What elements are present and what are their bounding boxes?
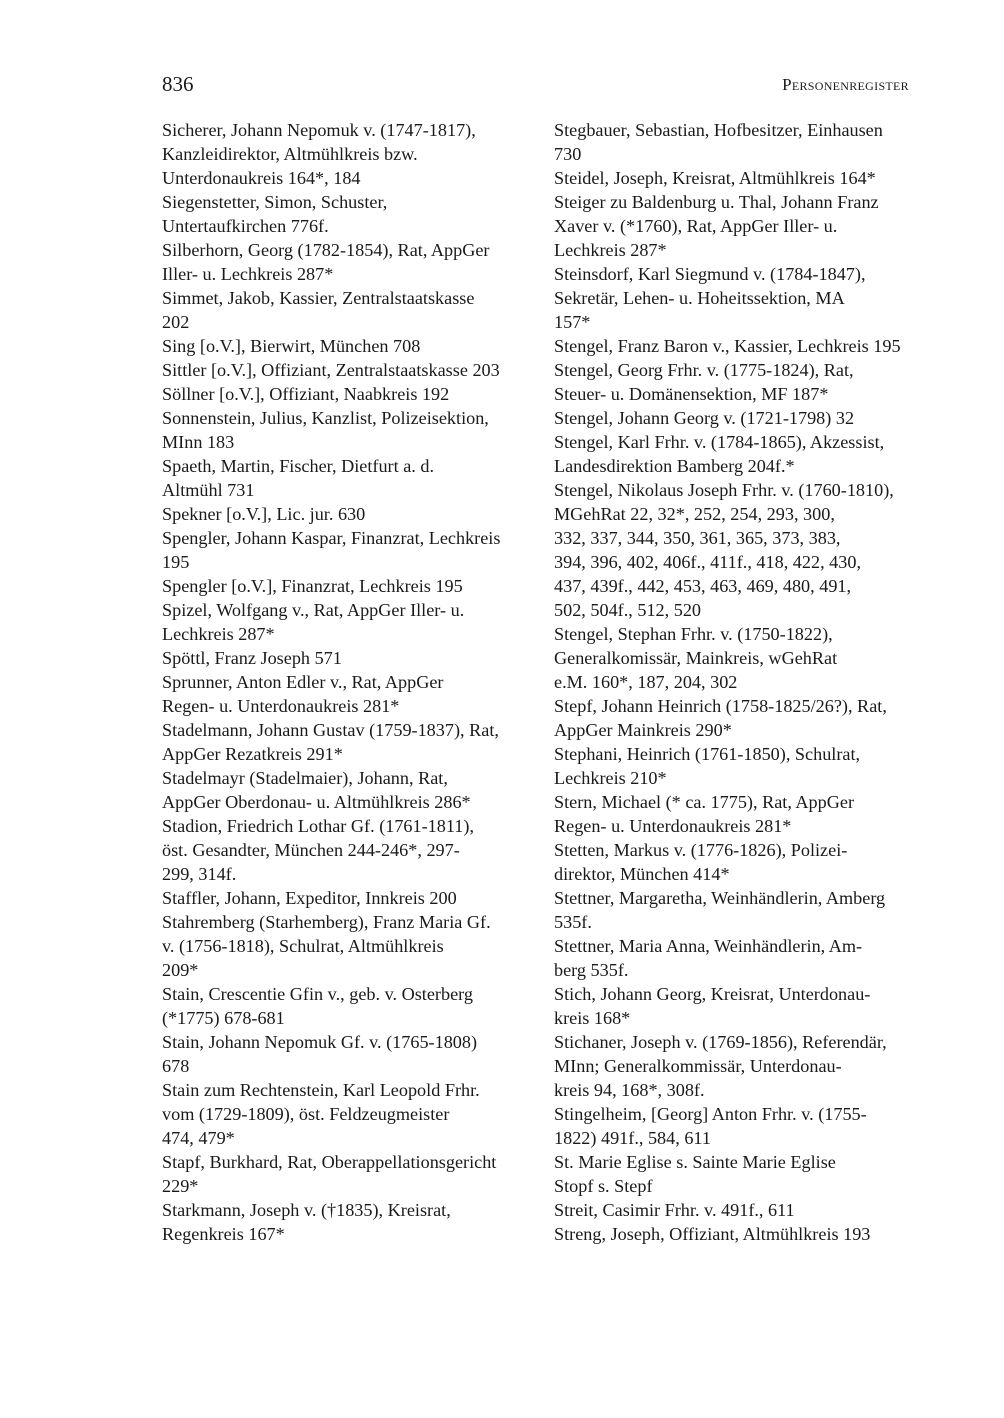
- index-entry: [554, 982, 929, 1030]
- index-entry-continuation: Regen- u. Unterdonaukreis 281*: [162, 696, 400, 716]
- index-entry-continuation: (*1775) 678-681: [162, 1008, 285, 1028]
- index-entry-continuation: 299, 314f.: [162, 864, 237, 884]
- page-number: 836: [162, 72, 194, 96]
- index-entry: [554, 1150, 929, 1174]
- index-entry-line: Spöttl, Franz Joseph 571: [162, 648, 342, 668]
- index-entry-line: Stengel, Georg Frhr. v. (1775-1824), Rat,: [554, 360, 854, 380]
- index-entry-continuation: Landesdirektion Bamberg 204f.*: [554, 456, 795, 476]
- index-entry-line: Stain, Crescentie Gfin v., geb. v. Osterberg: [162, 984, 473, 1004]
- index-entry: [162, 1030, 537, 1078]
- index-entry-continuation: Xaver v. (*1760), Rat, AppGer Iller- u.: [554, 216, 838, 236]
- index-entry-continuation: MGehRat 22, 32*, 252, 254, 293, 300,: [554, 504, 835, 524]
- index-entry: [162, 454, 537, 502]
- index-entry-continuation: 437, 439f., 442, 453, 463, 469, 480, 491,: [554, 576, 852, 596]
- index-entry-line: St. Marie Eglise s. Sainte Marie Eglise: [554, 1152, 836, 1172]
- index-entry-continuation: 394, 396, 402, 406f., 411f., 418, 422, 430,: [554, 552, 861, 572]
- index-entry: [162, 238, 537, 286]
- index-entry: [162, 982, 537, 1030]
- index-entry-continuation: Regenkreis 167*: [162, 1224, 285, 1244]
- index-entry-line: Silberhorn, Georg (1782-1854), Rat, AppGer: [162, 240, 490, 260]
- index-entry-continuation: 229*: [162, 1176, 199, 1196]
- index-entry-line: Steiger zu Baldenburg u. Thal, Johann Franz: [554, 192, 879, 212]
- index-entry-line: Stain zum Rechtenstein, Karl Leopold Frhr.: [162, 1080, 480, 1100]
- index-entry: [554, 790, 929, 838]
- index-entry-line: Spengler, Johann Kaspar, Finanzrat, Lechkreis: [162, 528, 501, 548]
- index-entry: [162, 502, 537, 526]
- index-entry-continuation: v. (1756-1818), Schulrat, Altmühlkreis: [162, 936, 444, 956]
- index-entry-line: Stengel, Stephan Frhr. v. (1750-1822),: [554, 624, 833, 644]
- index-entry: [162, 646, 537, 670]
- index-entry-line: Streng, Joseph, Offiziant, Altmühlkreis 193: [554, 1224, 871, 1244]
- index-entry-line: Stengel, Franz Baron v., Kassier, Lechkreis 195: [554, 336, 901, 356]
- index-entry-continuation: Lechkreis 287*: [162, 624, 275, 644]
- index-entry: [554, 166, 929, 190]
- index-entry: [554, 1030, 929, 1102]
- index-entry-continuation: 202: [162, 312, 190, 332]
- index-entry-continuation: 157*: [554, 312, 591, 332]
- index-entry-line: Stapf, Burkhard, Rat, Oberappellationsgericht: [162, 1152, 497, 1172]
- index-entry: [162, 406, 537, 454]
- index-entry: [554, 694, 929, 742]
- index-entry-line: Stettner, Maria Anna, Weinhändlerin, Am-: [554, 936, 863, 956]
- index-entry-continuation: 332, 337, 344, 350, 361, 365, 373, 383,: [554, 528, 841, 548]
- index-entry: [554, 430, 929, 478]
- index-entry-line: Staffler, Johann, Expeditor, Innkreis 200: [162, 888, 457, 908]
- index-entry-line: Stadion, Friedrich Lothar Gf. (1761-1811),: [162, 816, 474, 836]
- index-entry-line: Stain, Johann Nepomuk Gf. v. (1765-1808): [162, 1032, 478, 1052]
- index-entry-continuation: Sekretär, Lehen- u. Hoheitssektion, MA: [554, 288, 845, 308]
- index-entry-line: Söllner [o.V.], Offiziant, Naabkreis 192: [162, 384, 450, 404]
- index-entry: [162, 886, 537, 910]
- index-entry: [162, 670, 537, 718]
- index-entry-continuation: 209*: [162, 960, 199, 980]
- index-entry-line: Spengler [o.V.], Finanzrat, Lechkreis 195: [162, 576, 463, 596]
- index-entry-continuation: 730: [554, 144, 582, 164]
- index-entry-line: Stadelmann, Johann Gustav (1759-1837), Rat,: [162, 720, 499, 740]
- index-entry: [554, 1102, 929, 1150]
- index-entry-continuation: Generalkomissär, Mainkreis, wGehRat: [554, 648, 838, 668]
- index-entry: [554, 190, 929, 262]
- index-entry: [554, 478, 929, 622]
- index-entry-line: Streit, Casimir Frhr. v. 491f., 611: [554, 1200, 795, 1220]
- index-entry-continuation: kreis 94, 168*, 308f.: [554, 1080, 705, 1100]
- index-entry-continuation: direktor, München 414*: [554, 864, 730, 884]
- index-entry-continuation: MInn 183: [162, 432, 235, 452]
- index-entry-continuation: 1822) 491f., 584, 611: [554, 1128, 711, 1148]
- index-entry-line: Stahremberg (Starhemberg), Franz Maria Gf.: [162, 912, 491, 932]
- index-entry: [554, 838, 929, 886]
- index-entry: [554, 118, 929, 166]
- index-entry-line: Sicherer, Johann Nepomuk v. (1747-1817),: [162, 120, 476, 140]
- index-entry: [554, 334, 929, 358]
- index-entry-line: Sprunner, Anton Edler v., Rat, AppGer: [162, 672, 444, 692]
- index-entry: [162, 718, 537, 766]
- index-entry-line: Spizel, Wolfgang v., Rat, AppGer Iller- u.: [162, 600, 465, 620]
- running-head: Personenregister: [782, 75, 909, 94]
- index-entry-line: Stettner, Margaretha, Weinhändlerin, Amberg: [554, 888, 886, 908]
- index-entry: [554, 262, 929, 334]
- index-entry-line: Siegenstetter, Simon, Schuster,: [162, 192, 388, 212]
- index-entry-line: Stern, Michael (* ca. 1775), Rat, AppGer: [554, 792, 855, 812]
- index-entry-continuation: AppGer Mainkreis 290*: [554, 720, 732, 740]
- index-entry: [162, 598, 537, 646]
- index-entry-continuation: Kanzleidirektor, Altmühlkreis bzw.: [162, 144, 418, 164]
- index-entry: [162, 526, 537, 574]
- index-entry-line: Stichaner, Joseph v. (1769-1856), Referendär,: [554, 1032, 887, 1052]
- index-entry-line: Spekner [o.V.], Lic. jur. 630: [162, 504, 366, 524]
- index-entry-line: Sittler [o.V.], Offiziant, Zentralstaatskasse 203: [162, 360, 500, 380]
- index-entry-line: Stegbauer, Sebastian, Hofbesitzer, Einhausen: [554, 120, 883, 140]
- index-entry-continuation: AppGer Rezatkreis 291*: [162, 744, 343, 764]
- index-entry-continuation: Untertaufkirchen 776f.: [162, 216, 329, 236]
- index-entry-continuation: kreis 168*: [554, 1008, 631, 1028]
- index-entry-continuation: 502, 504f., 512, 520: [554, 600, 702, 620]
- index-entry: [162, 334, 537, 358]
- index-entry: [554, 742, 929, 790]
- index-entry-continuation: vom (1729-1809), öst. Feldzeugmeister: [162, 1104, 450, 1124]
- index-entry-continuation: berg 535f.: [554, 960, 629, 980]
- index-column-right: [554, 118, 929, 1246]
- index-entry: [162, 1198, 537, 1246]
- index-entry: [162, 766, 537, 814]
- index-entry-continuation: 195: [162, 552, 190, 572]
- index-entry-continuation: Unterdonaukreis 164*, 184: [162, 168, 361, 188]
- index-entry-line: Steinsdorf, Karl Siegmund v. (1784-1847),: [554, 264, 866, 284]
- index-entry: [554, 886, 929, 934]
- index-entry: [162, 286, 537, 334]
- index-entry-line: Spaeth, Martin, Fischer, Dietfurt a. d.: [162, 456, 435, 476]
- index-entry-line: Stopf s. Stepf: [554, 1176, 653, 1196]
- index-entry-line: Stepf, Johann Heinrich (1758-1825/26?), Rat,: [554, 696, 887, 716]
- index-entry: [162, 382, 537, 406]
- index-entry: [162, 574, 537, 598]
- index-entry: [554, 358, 929, 406]
- index-entry-line: Stadelmayr (Stadelmaier), Johann, Rat,: [162, 768, 448, 788]
- index-entry: [162, 190, 537, 238]
- index-entry-continuation: MInn; Generalkommissär, Unterdonau-: [554, 1056, 842, 1076]
- index-entry-line: Stich, Johann Georg, Kreisrat, Unterdonau-: [554, 984, 871, 1004]
- index-entry-line: Sonnenstein, Julius, Kanzlist, Polizeisektion,: [162, 408, 489, 428]
- index-entry-continuation: Altmühl 731: [162, 480, 255, 500]
- index-entry: [162, 1078, 537, 1150]
- index-entry-continuation: 678: [162, 1056, 190, 1076]
- index-entry-line: Starkmann, Joseph v. (†1835), Kreisrat,: [162, 1200, 451, 1220]
- index-entry-continuation: 535f.: [554, 912, 592, 932]
- index-entry-line: Steidel, Joseph, Kreisrat, Altmühlkreis 164*: [554, 168, 876, 188]
- index-entry: [162, 814, 537, 886]
- index-entry: [554, 1222, 929, 1246]
- index-entry-continuation: öst. Gesandter, München 244-246*, 297-: [162, 840, 460, 860]
- index-entry-continuation: 474, 479*: [162, 1128, 235, 1148]
- index-entry: [554, 1198, 929, 1222]
- index-entry-line: Sing [o.V.], Bierwirt, München 708: [162, 336, 421, 356]
- index-entry: [162, 910, 537, 982]
- index-entry-continuation: AppGer Oberdonau- u. Altmühlkreis 286*: [162, 792, 471, 812]
- index-entry-continuation: Regen- u. Unterdonaukreis 281*: [554, 816, 792, 836]
- index-entry-line: Stengel, Nikolaus Joseph Frhr. v. (1760-1810),: [554, 480, 894, 500]
- index-entry-continuation: e.M. 160*, 187, 204, 302: [554, 672, 738, 692]
- index-entry: [554, 934, 929, 982]
- index-entry: [162, 118, 537, 190]
- index-entry-continuation: Steuer- u. Domänensektion, MF 187*: [554, 384, 829, 404]
- index-entry-line: Stephani, Heinrich (1761-1850), Schulrat,: [554, 744, 861, 764]
- index-entry: [162, 358, 537, 382]
- index-entry: [554, 406, 929, 430]
- index-entry-continuation: Lechkreis 287*: [554, 240, 667, 260]
- index-entry: [162, 1150, 537, 1198]
- index-entry-line: Simmet, Jakob, Kassier, Zentralstaatskasse: [162, 288, 475, 308]
- index-entry-line: Stingelheim, [Georg] Anton Frhr. v. (1755-: [554, 1104, 867, 1124]
- index-entry-continuation: Lechkreis 210*: [554, 768, 667, 788]
- index-entry-line: Stengel, Karl Frhr. v. (1784-1865), Akzessist,: [554, 432, 885, 452]
- index-entry-line: Stetten, Markus v. (1776-1826), Polizei-: [554, 840, 848, 860]
- index-entry: [554, 622, 929, 694]
- index-entry-line: Stengel, Johann Georg v. (1721-1798) 32: [554, 408, 855, 428]
- index-column-left: [162, 118, 537, 1246]
- index-entry-continuation: Iller- u. Lechkreis 287*: [162, 264, 334, 284]
- index-entry: [554, 1174, 929, 1198]
